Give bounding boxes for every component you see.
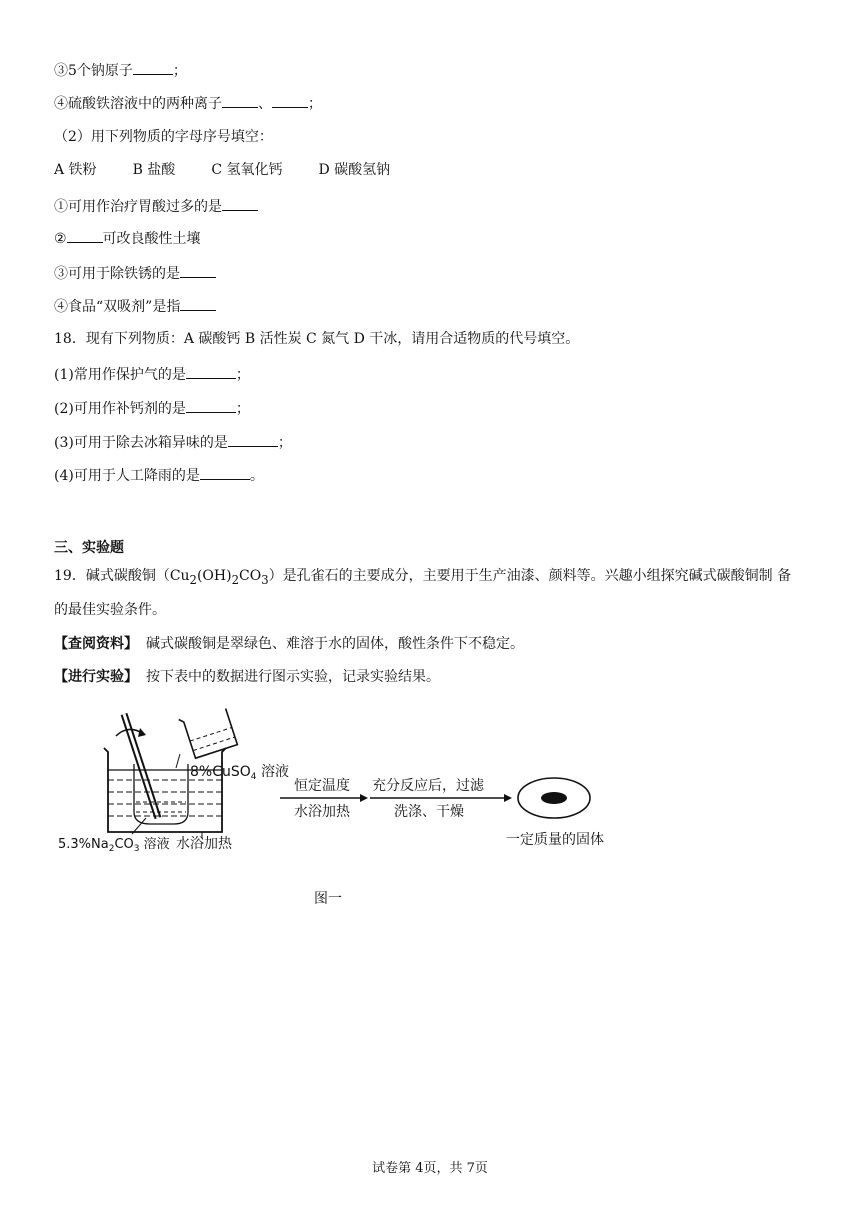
solid-label: 一定质量的固体 bbox=[506, 832, 604, 848]
q17-item4: ④硫酸铁溶液中的两种离子 、 ； bbox=[54, 93, 322, 114]
answer-blank[interactable] bbox=[133, 60, 173, 75]
q18-item2: (2)可用作补钙剂的是 ； bbox=[54, 398, 250, 419]
page-footer: 试卷第 4页，共 7页 bbox=[372, 1161, 488, 1176]
q18-item1: (1)常用作保护气的是 ； bbox=[54, 364, 250, 385]
svg-text:充分反应后，过滤: 充分反应后，过滤 bbox=[372, 778, 484, 794]
option-b: B 盐酸 bbox=[132, 162, 176, 178]
q18-item4: (4)可用于人工降雨的是 。 bbox=[54, 465, 264, 486]
answer-blank[interactable] bbox=[180, 296, 216, 311]
answer-blank[interactable] bbox=[222, 196, 258, 211]
q17-sub4: ④食品“双吸剂”是指 bbox=[54, 296, 216, 317]
na2co3-label: $5.3\%Na_2CO_3$ 溶液 bbox=[58, 837, 170, 854]
q17-sub3: ③可用于除铁锈的是 bbox=[54, 263, 216, 284]
experiment-diagram bbox=[54, 706, 634, 856]
option-a: A 铁粉 bbox=[54, 162, 97, 178]
q18-item3: (3)可用于除去冰箱异味的是 ； bbox=[54, 432, 292, 453]
figure-caption: 图一 bbox=[314, 891, 342, 907]
process-arrow-1 bbox=[280, 777, 368, 820]
svg-text:洗涤、干燥: 洗涤、干燥 bbox=[394, 804, 464, 820]
q19-stem-line2: 的最佳实验条件。 bbox=[54, 602, 166, 618]
water-bath-label: 水浴加热 bbox=[176, 836, 232, 852]
answer-blank[interactable] bbox=[200, 465, 250, 480]
reference-tag: 【查阅资料】 bbox=[54, 636, 138, 652]
svg-text:恒定温度: 恒定温度 bbox=[294, 778, 350, 794]
answer-blank[interactable] bbox=[186, 364, 236, 379]
q17-options bbox=[54, 160, 426, 180]
q17-part2: （2）用下列物质的字母序号填空： bbox=[54, 129, 273, 145]
option-d: D 碳酸氢钠 bbox=[318, 162, 391, 178]
experiment-tag: 【进行实验】 bbox=[54, 669, 138, 685]
answer-blank[interactable] bbox=[272, 93, 308, 108]
process-arrow-2 bbox=[370, 777, 512, 820]
option-c: C 氢氧化钙 bbox=[211, 162, 283, 178]
answer-blank[interactable] bbox=[222, 93, 258, 108]
q19-stem-line1: 19．碱式碳酸铜$(Cu_2(OH)_2CO_3)$是孔雀石的主要成分，主要用于生产油漆、颜料等。兴趣小组探究碱式碳酸铜制 备 bbox=[54, 568, 792, 587]
q18-stem: 18．现有下列物质：A 碳酸钙 B 活性炭 C 氮气 D 干冰，请用合适物质的代号填空。 bbox=[54, 331, 580, 347]
cuso4-label: 8%CuSO$_4$ 溶液 bbox=[190, 764, 289, 782]
answer-blank[interactable] bbox=[228, 432, 278, 447]
q17-item3: ③5个钠原子 ； bbox=[54, 60, 187, 81]
answer-blank[interactable] bbox=[186, 398, 236, 413]
svg-text:水浴加热: 水浴加热 bbox=[294, 804, 350, 820]
answer-blank[interactable] bbox=[67, 228, 103, 243]
beaker bbox=[104, 748, 226, 832]
answer-blank[interactable] bbox=[180, 263, 216, 278]
q17-sub2: ② 可改良酸性土壤 bbox=[54, 228, 201, 249]
section-heading: 三、实验题 bbox=[54, 540, 124, 556]
solid-sample-icon bbox=[541, 792, 567, 804]
watch-glass bbox=[518, 778, 590, 818]
q17-sub1: ①可用作治疗胃酸过多的是 bbox=[54, 196, 258, 217]
q19-reference: 【查阅资料】 碱式碳酸铜是翠绿色、难溶于水的固体，酸性条件下不稳定。 bbox=[54, 636, 524, 652]
q19-experiment: 【进行实验】 按下表中的数据进行图示实验，记录实验结果。 bbox=[54, 669, 440, 685]
pouring-beaker bbox=[179, 706, 238, 759]
